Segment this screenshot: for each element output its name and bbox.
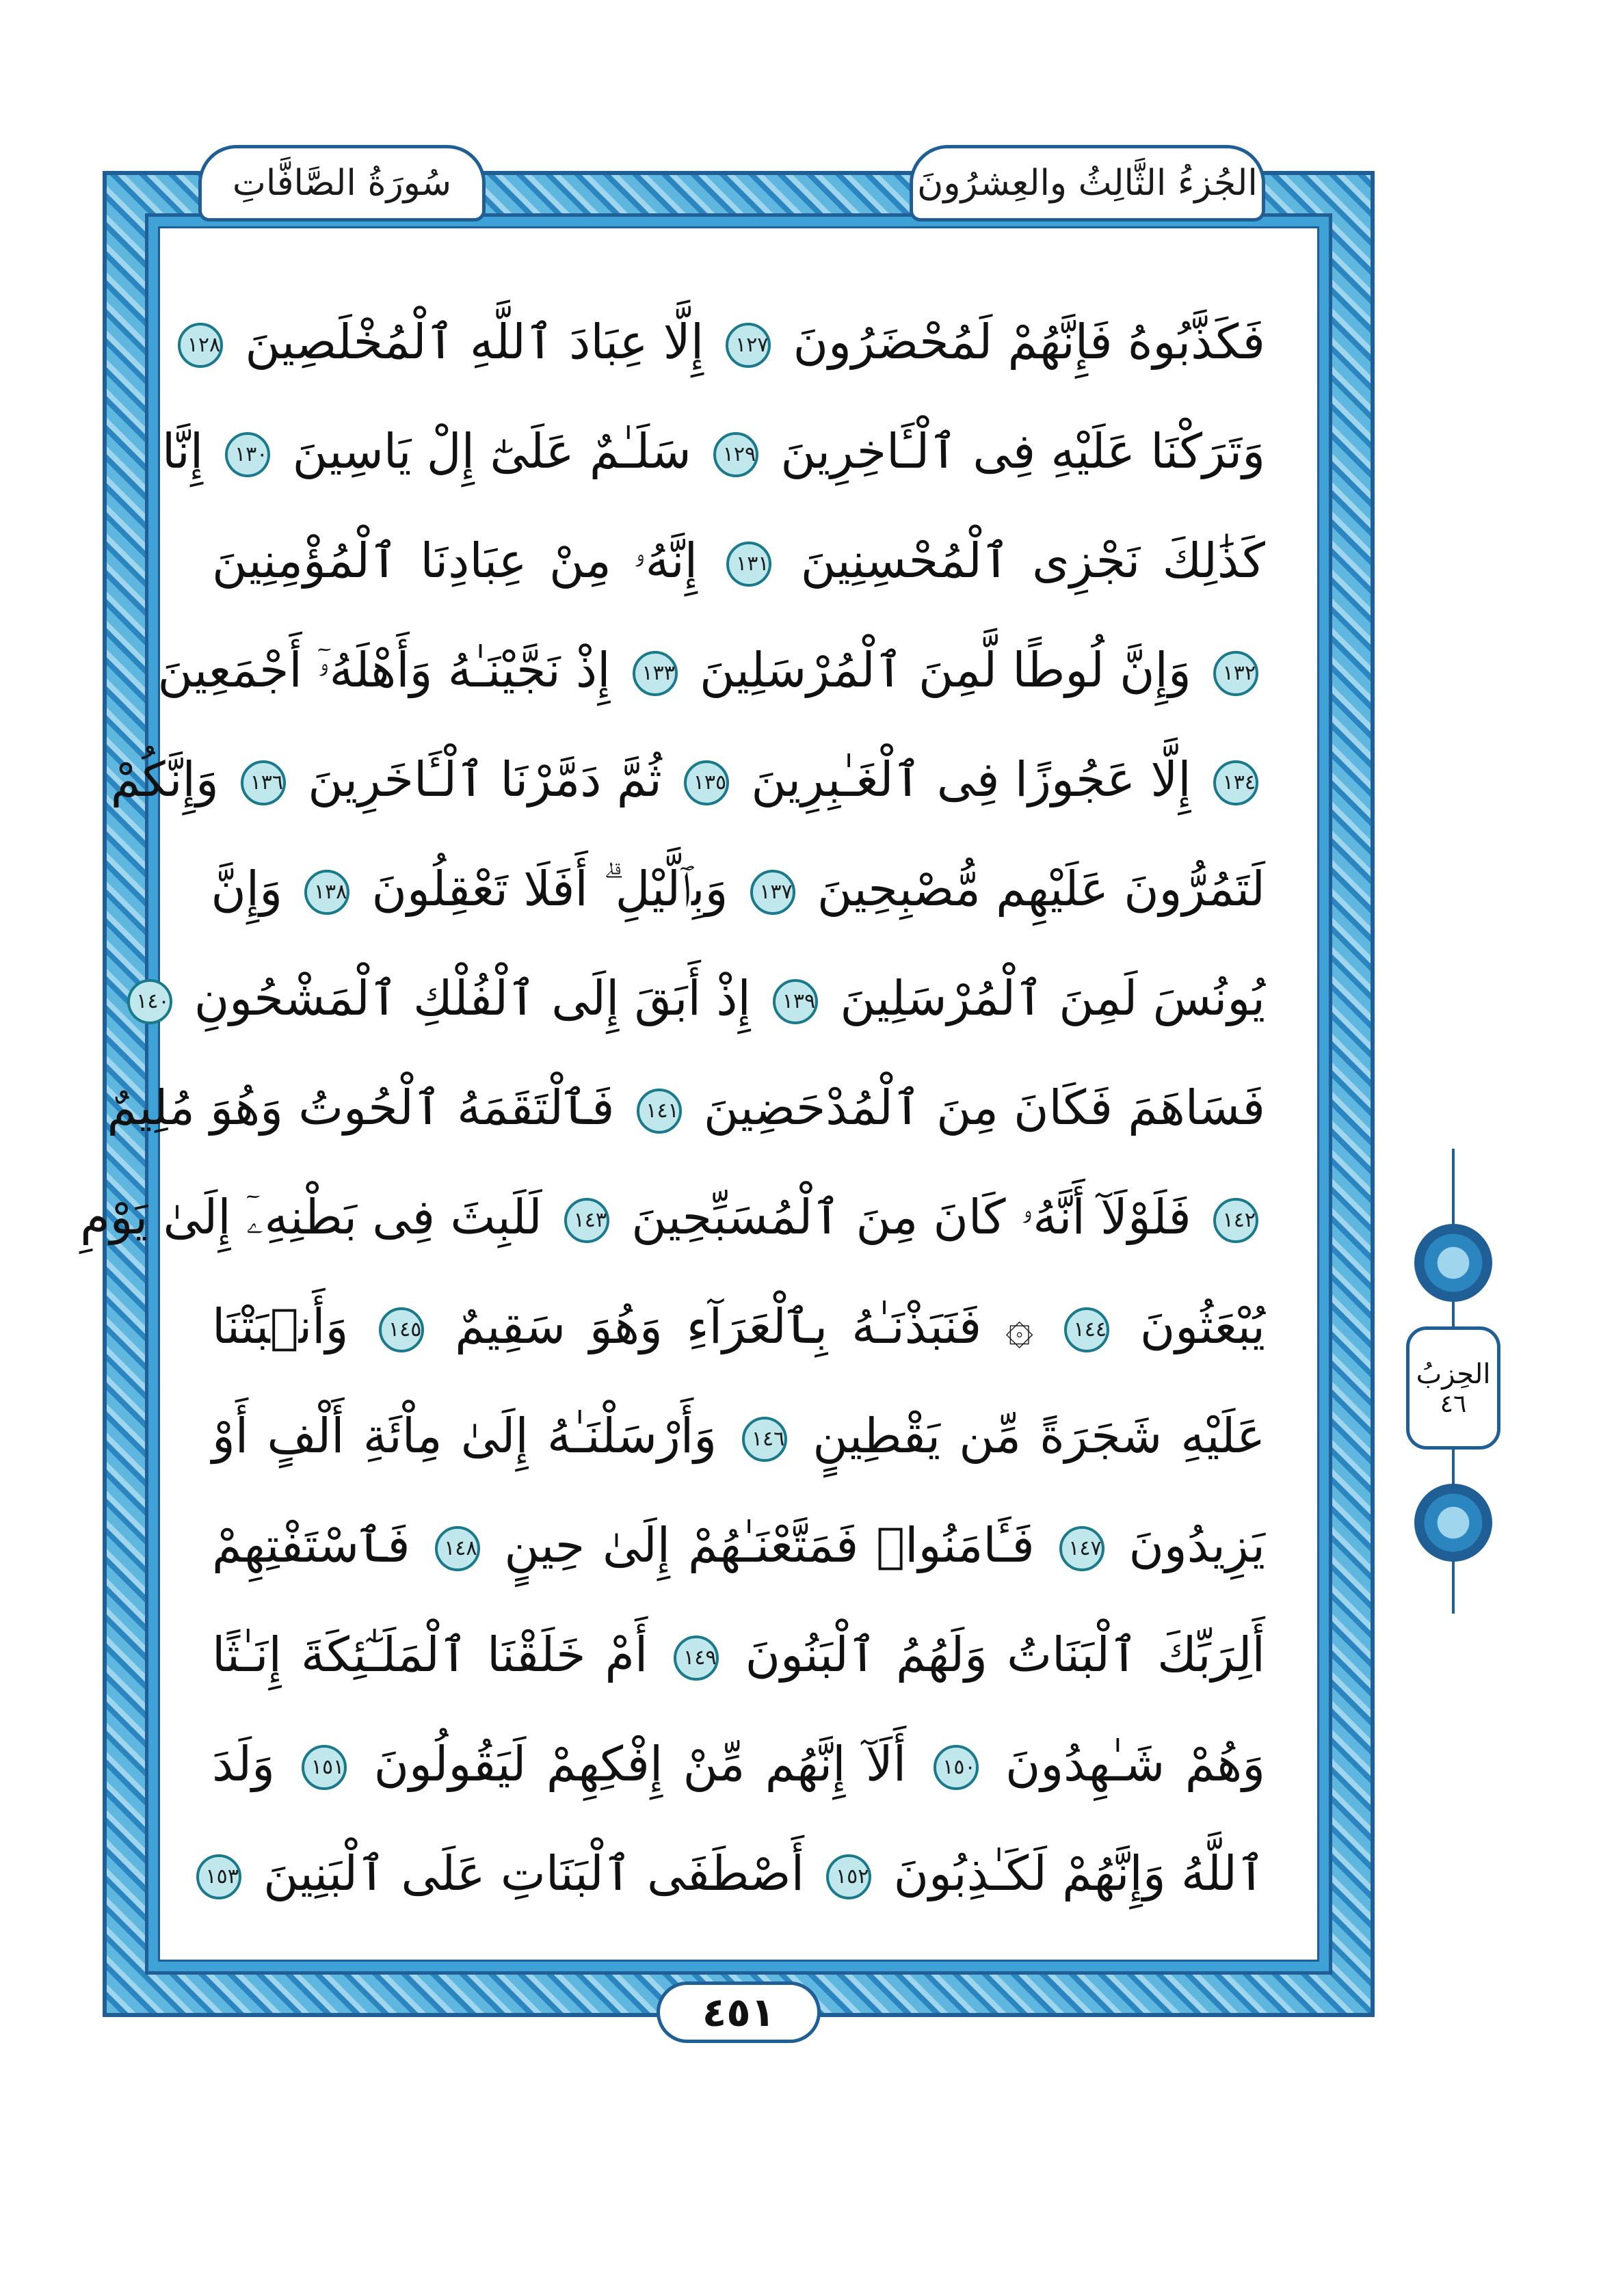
verse-text: وَأَنۢبَتْنَا bbox=[212, 1298, 373, 1354]
verse-text: فَلَوْلَآ أَنَّهُۥ كَانَ مِنَ ٱلْمُسَبِّحِينَ bbox=[616, 1189, 1206, 1245]
page-number: ٤٥١ bbox=[657, 1981, 821, 2043]
ornament-medallion-icon bbox=[1414, 1484, 1492, 1562]
ayah-number-marker: ١٤٧ bbox=[1059, 1526, 1104, 1571]
ayah-number-marker: ١٣١ bbox=[726, 542, 771, 587]
verse-text: وَبِٱلَّيْلِ ۗ أَفَلَا تَعْقِلُونَ bbox=[356, 861, 743, 917]
ayah-number-marker: ١٣٣ bbox=[633, 651, 678, 696]
quran-text bbox=[80, 287, 1266, 1955]
text-line bbox=[212, 1600, 1265, 1709]
verse-text: إِنَّهُۥ مِنْ عِبَادِنَا ٱلْمُؤْمِنِينَ bbox=[212, 533, 720, 589]
surah-title: سُورَةُ الصَّافَّاتِ bbox=[198, 145, 486, 222]
ayah-number-marker: ١٣٦ bbox=[241, 760, 286, 805]
verse-text: يُبْعَثُونَ bbox=[1116, 1298, 1265, 1354]
ayah-number-marker: ١٤٥ bbox=[379, 1307, 424, 1352]
ayah-number-marker: ١٣٤ bbox=[1213, 760, 1258, 805]
verse-text: أَلِرَبِّكَ ٱلْبَنَاتُ وَلَهُمُ ٱلْبَنُونَ bbox=[726, 1627, 1266, 1683]
verse-text: وَإِنَّ bbox=[211, 861, 298, 917]
text-line bbox=[212, 1272, 1265, 1381]
verse-text: إِلَّا عَجُوزًا فِى ٱلْغَـٰبِرِينَ bbox=[736, 751, 1206, 807]
ayah-number-marker: ١٣٢ bbox=[1213, 651, 1258, 696]
verse-text: إِذْ نَجَّيْنَـٰهُ وَأَهْلَهُۥٓ أَجْمَعِينَ bbox=[157, 642, 626, 698]
verse-text: ٱللَّهُ وَإِنَّهُمْ لَكَـٰذِبُونَ bbox=[878, 1845, 1265, 1901]
text-line bbox=[136, 944, 1265, 1053]
hizb-label-box bbox=[1406, 1326, 1500, 1450]
verse-text: ۞ فَنَبَذْنَـٰهُ بِٱلْعَرَآءِ وَهُوَ سَقِيمٌ bbox=[431, 1298, 1057, 1354]
verse-text: عَلَيْهِ شَجَرَةً مِّن يَقْطِينٍ bbox=[794, 1408, 1265, 1464]
verse-text: وَأَرْسَلْنَـٰهُ إِلَىٰ مِاْئَةِ أَلْفٍ أَوْ bbox=[212, 1408, 736, 1464]
text-line bbox=[212, 1491, 1265, 1600]
hizb-number: ٤٦ bbox=[1440, 1389, 1467, 1418]
ayah-number-marker: ١٥٢ bbox=[826, 1854, 871, 1899]
ayah-number-marker: ١٢٩ bbox=[713, 432, 758, 477]
verse-text: أَصْطَفَى ٱلْبَنَاتِ عَلَى ٱلْبَنِينَ bbox=[248, 1845, 820, 1901]
text-line bbox=[187, 287, 1265, 397]
ayah-number-marker: ١٥٠ bbox=[934, 1745, 979, 1790]
ayah-number-marker: ١٥١ bbox=[302, 1745, 347, 1790]
text-line bbox=[107, 1053, 1265, 1162]
ornament-medallion-icon bbox=[1414, 1224, 1492, 1302]
verse-text: وَتَرَكْنَا عَلَيْهِ فِى ٱلْـَٔاخِرِينَ bbox=[765, 423, 1265, 479]
ayah-number-marker: ١٤٠ bbox=[127, 979, 172, 1024]
verse-text: لَلَبِثَ فِى بَطْنِهِۦٓ إِلَىٰ يَوْمِ bbox=[80, 1189, 557, 1245]
verse-text: سَلَـٰمٌ عَلَىٰٓ إِلْ يَاسِينَ bbox=[277, 423, 707, 479]
text-line bbox=[212, 1709, 1265, 1819]
verse-text: إِنَّا bbox=[161, 423, 219, 479]
hizb-marker bbox=[1402, 1149, 1505, 1614]
text-line bbox=[212, 506, 1265, 615]
text-line bbox=[212, 1381, 1265, 1491]
ayah-number-marker: ١٤٤ bbox=[1064, 1307, 1109, 1352]
verse-text: إِلَّا عِبَادَ ٱللَّهِ ٱلْمُخْلَصِينَ bbox=[230, 314, 719, 370]
hizb-label: الحِزبُ bbox=[1416, 1358, 1491, 1390]
verse-text: فَـَٔامَنُوا۟ فَمَتَّعْنَـٰهُمْ إِلَىٰ حِينٍ bbox=[486, 1517, 1053, 1573]
verse-text: أَمْ خَلَقْنَا ٱلْمَلَـٰٓئِكَةَ إِنَـٰثًا bbox=[212, 1627, 667, 1683]
verse-text: إِذْ أَبَقَ إِلَى ٱلْفُلْكِ ٱلْمَشْحُونِ bbox=[178, 970, 767, 1026]
verse-text: فَسَاهَمَ فَكَانَ مِنَ ٱلْمُدْحَضِينَ bbox=[688, 1080, 1265, 1136]
verse-text: ثُمَّ دَمَّرْنَا ٱلْـَٔاخَرِينَ bbox=[293, 751, 678, 807]
verse-text: وَإِنَّكُمْ bbox=[110, 751, 235, 807]
verse-text: يَزِيدُونَ bbox=[1111, 1517, 1265, 1573]
ayah-number-marker: ١٢٧ bbox=[726, 323, 771, 368]
ayah-number-marker: ١٥٣ bbox=[196, 1854, 241, 1899]
ayah-number-marker: ١٣٨ bbox=[304, 870, 349, 915]
verse-text: فَٱسْتَفْتِهِمْ bbox=[212, 1517, 428, 1573]
verse-text: أَلَآ إِنَّهُم مِّنْ إِفْكِهِمْ لَيَقُولُونَ bbox=[354, 1736, 927, 1792]
verse-text: فَٱلْتَقَمَهُ ٱلْحُوتُ وَهُوَ مُلِيمٌ bbox=[107, 1080, 630, 1136]
ayah-number-marker: ١٣٠ bbox=[225, 432, 270, 477]
verse-text: وَإِنَّ لُوطًا لَّمِنَ ٱلْمُرْسَلِينَ bbox=[684, 642, 1206, 698]
ayah-number-marker: ١٤٣ bbox=[564, 1198, 609, 1243]
text-line bbox=[80, 1162, 1265, 1272]
ayah-number-marker: ١٢٨ bbox=[178, 323, 223, 368]
ayah-number-marker: ١٤٢ bbox=[1213, 1198, 1258, 1243]
ayah-number-marker: ١٣٧ bbox=[750, 870, 795, 915]
verse-text: وَلَدَ bbox=[212, 1736, 295, 1792]
text-line bbox=[212, 834, 1265, 944]
verse-text: كَذَٰلِكَ نَجْزِى ٱلْمُحْسِنِينَ bbox=[778, 533, 1266, 589]
ayah-number-marker: ١٣٩ bbox=[773, 979, 818, 1024]
verse-text: فَكَذَّبُوهُ فَإِنَّهُمْ لَمُحْضَرُونَ bbox=[778, 314, 1265, 370]
ayah-number-marker: ١٤٩ bbox=[674, 1636, 719, 1681]
text-line bbox=[205, 1819, 1265, 1928]
text-line bbox=[161, 397, 1265, 506]
ayah-number-marker: ١٤١ bbox=[637, 1089, 682, 1134]
text-line bbox=[110, 725, 1265, 834]
ayah-number-marker: ١٣٥ bbox=[684, 760, 729, 805]
verse-text: يُونُسَ لَمِنَ ٱلْمُرْسَلِينَ bbox=[825, 970, 1265, 1026]
text-line bbox=[157, 615, 1265, 725]
ayah-number-marker: ١٤٨ bbox=[435, 1526, 480, 1571]
verse-text: وَهُمْ شَـٰهِدُونَ bbox=[985, 1736, 1265, 1792]
juz-title: الجُزءُ الثَّالِثُ والعِشرُونَ bbox=[910, 145, 1265, 222]
verse-text: لَتَمُرُّونَ عَلَيْهِم مُّصْبِحِينَ bbox=[802, 861, 1265, 917]
ayah-number-marker: ١٤٦ bbox=[742, 1417, 787, 1462]
